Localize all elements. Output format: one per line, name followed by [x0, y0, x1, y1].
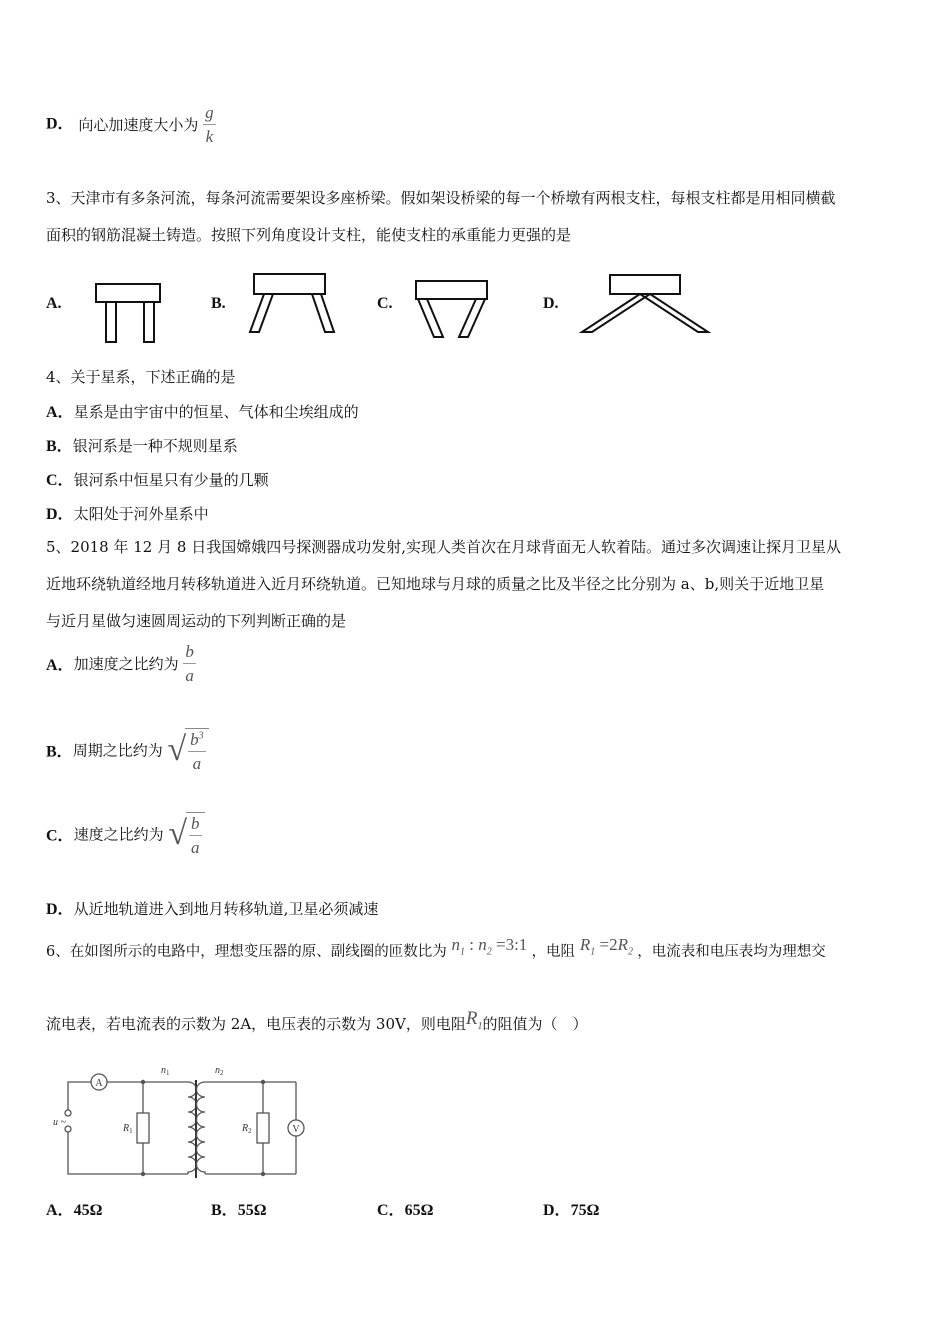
- q4-option-b: B．银河系是一种不规则星系: [46, 437, 238, 455]
- n1-label: $n_1$: [161, 1065, 170, 1077]
- inward-legs-icon: [410, 277, 496, 345]
- q5-stem-line1: 5、2018 年 12 月 8 日我国嫦娥四号探测器成功发射,实现人类首次在月球背面无人软着陆。通过多次调速让探月卫星从: [46, 538, 841, 556]
- q3-option-c-label: C.: [377, 295, 393, 312]
- fraction-g-over-k: $\frac{g}{k}$: [205, 103, 214, 146]
- outward-legs-icon: [244, 270, 340, 340]
- q5-stem-line2: 近地环绕轨道经地月转移轨道进入近月环绕轨道。已知地球与月球的质量之比及半径之比分别为 a、b,则关于近地卫星: [46, 575, 825, 593]
- q6-option-a: A．45Ω: [46, 1202, 103, 1219]
- radical-icon: √: [167, 731, 187, 768]
- q3-stem-line2: 面积的钢筋混凝土铸造。按照下列角度设计支柱，能使支柱的承重能力更强的是: [46, 226, 572, 244]
- r2-label: $R_2$: [242, 1123, 252, 1135]
- resistance-relation: $R_1 =2R_2$: [579, 935, 633, 958]
- q5-stem-line3: 与近月星做匀速圆周运动的下列判断正确的是: [46, 612, 347, 630]
- q4-option-d: D．太阳处于河外星系中: [46, 505, 209, 523]
- r1-symbol: $R_1$: [465, 1008, 483, 1032]
- radical-icon: √: [168, 815, 188, 852]
- q5-option-a: A．加速度之比约为 $\frac{b}{a}$: [46, 642, 194, 685]
- sqrt-b-over-a: √ $\frac{b}{a}$: [168, 812, 204, 856]
- q4-stem: 4、关于星系，下述正确的是: [46, 368, 236, 386]
- q5-option-d: D．从近地轨道进入到地月转移轨道,卫星必须减速: [46, 900, 379, 918]
- q6-stem-line1: 6、在如图所示的电路中，理想变压器的原、副线圈的匝数比为 $n_1$ : $n_2$ =3:1 ，电阻 $R_1 =2R_2$ ，电流表和电压表均为理想交: [46, 935, 826, 960]
- turns-ratio: $n_1$ : $n_2$ =3:1: [451, 935, 528, 958]
- fraction-b-over-a: $\frac{b}{a}$: [185, 642, 194, 685]
- option-label: D．: [46, 115, 74, 133]
- voltmeter-label: V: [292, 1124, 300, 1135]
- q6-option-c: C．65Ω: [377, 1202, 434, 1219]
- option-text: 向心加速度大小为: [78, 116, 199, 134]
- q5-option-b: B．周期之比约为 √ $\frac{b^3}{a}$: [46, 728, 209, 772]
- q3-option-d-label: D.: [543, 295, 559, 312]
- q6-option-b: B．55Ω: [211, 1202, 267, 1219]
- q3-option-a-label: A.: [46, 295, 62, 312]
- q4-option-c: C．银河系中恒星只有少量的几颗: [46, 471, 269, 489]
- q4-option-a: A．星系是由宇宙中的恒星、气体和尘埃组成的: [46, 403, 359, 421]
- q2-option-d: [46, 104, 216, 145]
- n2-label: $n_2$: [215, 1065, 224, 1077]
- q5-option-c: C．速度之比约为 √ $\frac{b}{a}$: [46, 812, 205, 856]
- r1-label: $R_1$: [123, 1123, 133, 1135]
- q3-stem-line1: 3、天津市有多条河流，每条河流需要架设多座桥梁。假如架设桥梁的每一个桥墩有两根支柱，每根支柱都是用相同横截: [46, 189, 836, 207]
- source-label: u ~: [53, 1117, 66, 1128]
- ammeter-label: A: [95, 1078, 103, 1089]
- sqrt-b3-over-a: √ $\frac{b^3}{a}$: [167, 728, 208, 772]
- q6-stem-line2: 流电表，若电流表的示数为 2A，电压表的示数为 30V，则电阻$R_1$的阻值为（ ）: [46, 1008, 588, 1033]
- transformer-circuit-diagram: [45, 1058, 315, 1183]
- q3-option-b-label: B.: [211, 295, 226, 312]
- q6-option-d: D．75Ω: [543, 1202, 600, 1219]
- wide-splayed-legs-icon: [578, 272, 712, 338]
- vertical-legs-icon: [90, 278, 170, 344]
